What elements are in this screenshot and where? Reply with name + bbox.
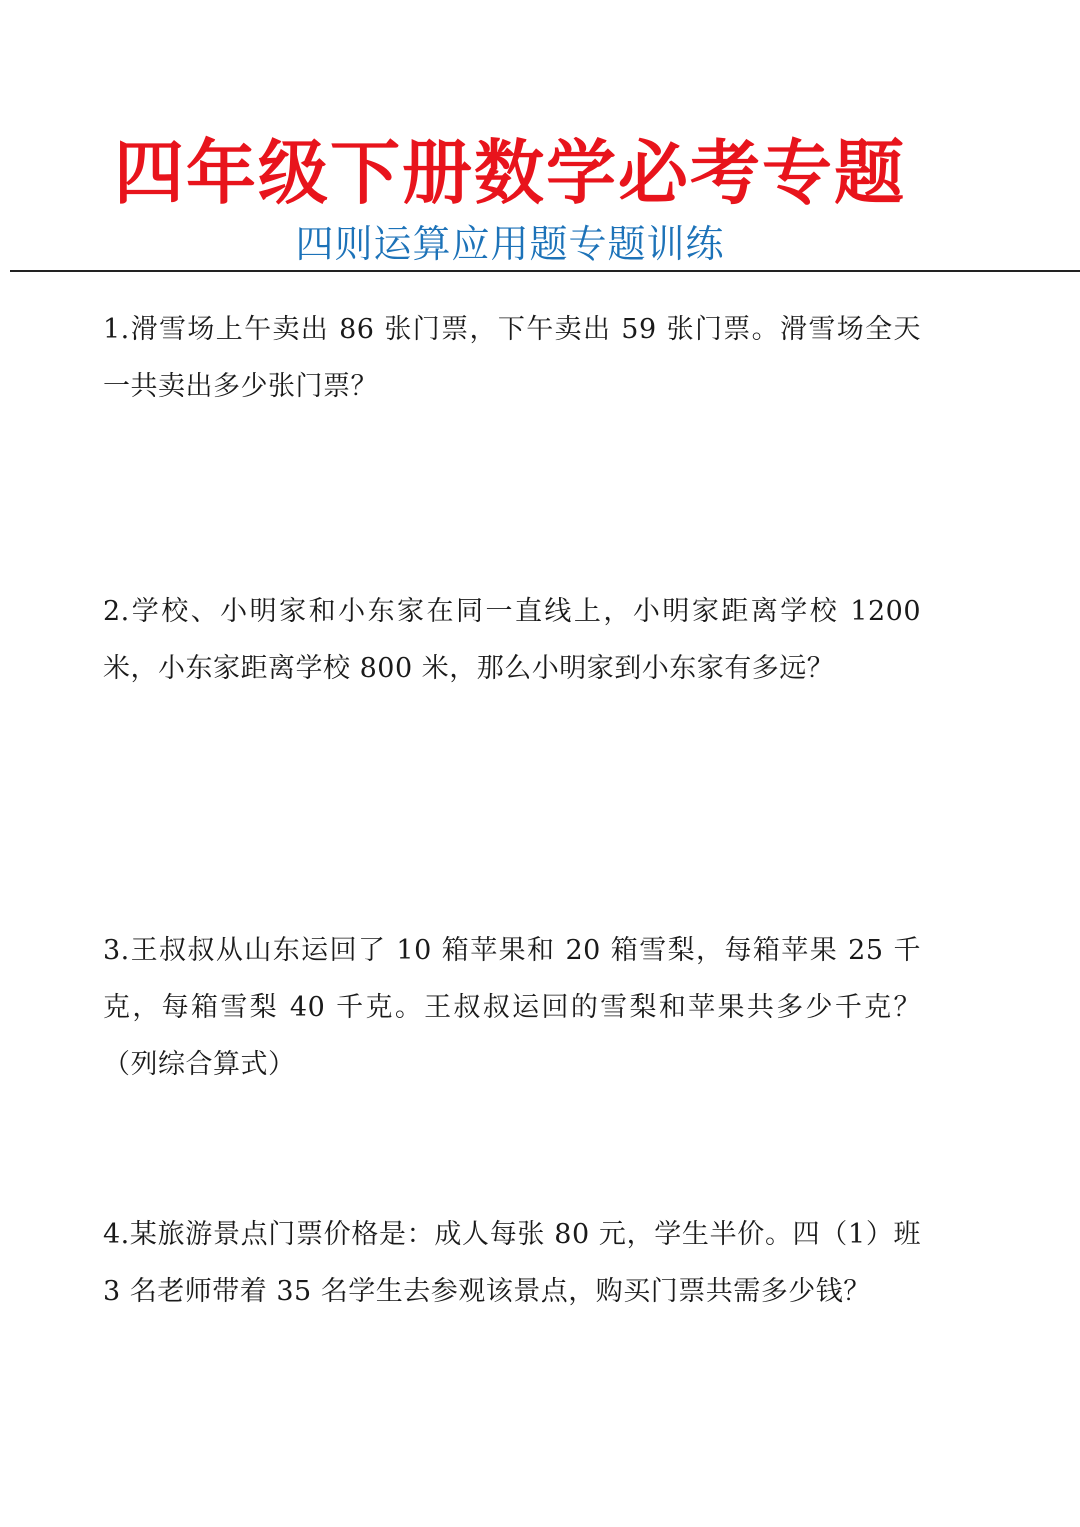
question-4: 4.某旅游景点门票价格是：成人每张 80 元，学生半价。四（1）班 3 名老师带着 35 名学生去参观该景点，购买门票共需多少钱？ <box>103 1219 921 1307</box>
header-divider <box>10 270 1080 272</box>
question-1: 1.滑雪场上午卖出 86 张门票，下午卖出 59 张门票。滑雪场全天一共卖出多少张门票？ <box>103 314 921 402</box>
question-3: 3.王叔叔从山东运回了 10 箱苹果和 20 箱雪梨，每箱苹果 25 千克，每箱雪梨 40 千克。王叔叔运回的雪梨和苹果共多少千克？（列综合算式） <box>103 935 921 1080</box>
page-title: 四年级下册数学必考专题 <box>114 132 906 214</box>
page-subtitle: 四则运算应用题专题训练 <box>295 222 725 266</box>
question-2: 2.学校、小明家和小东家在同一直线上，小明家距离学校 1200 米，小东家距离学校 800 米，那么小明家到小东家有多远？ <box>103 596 921 684</box>
